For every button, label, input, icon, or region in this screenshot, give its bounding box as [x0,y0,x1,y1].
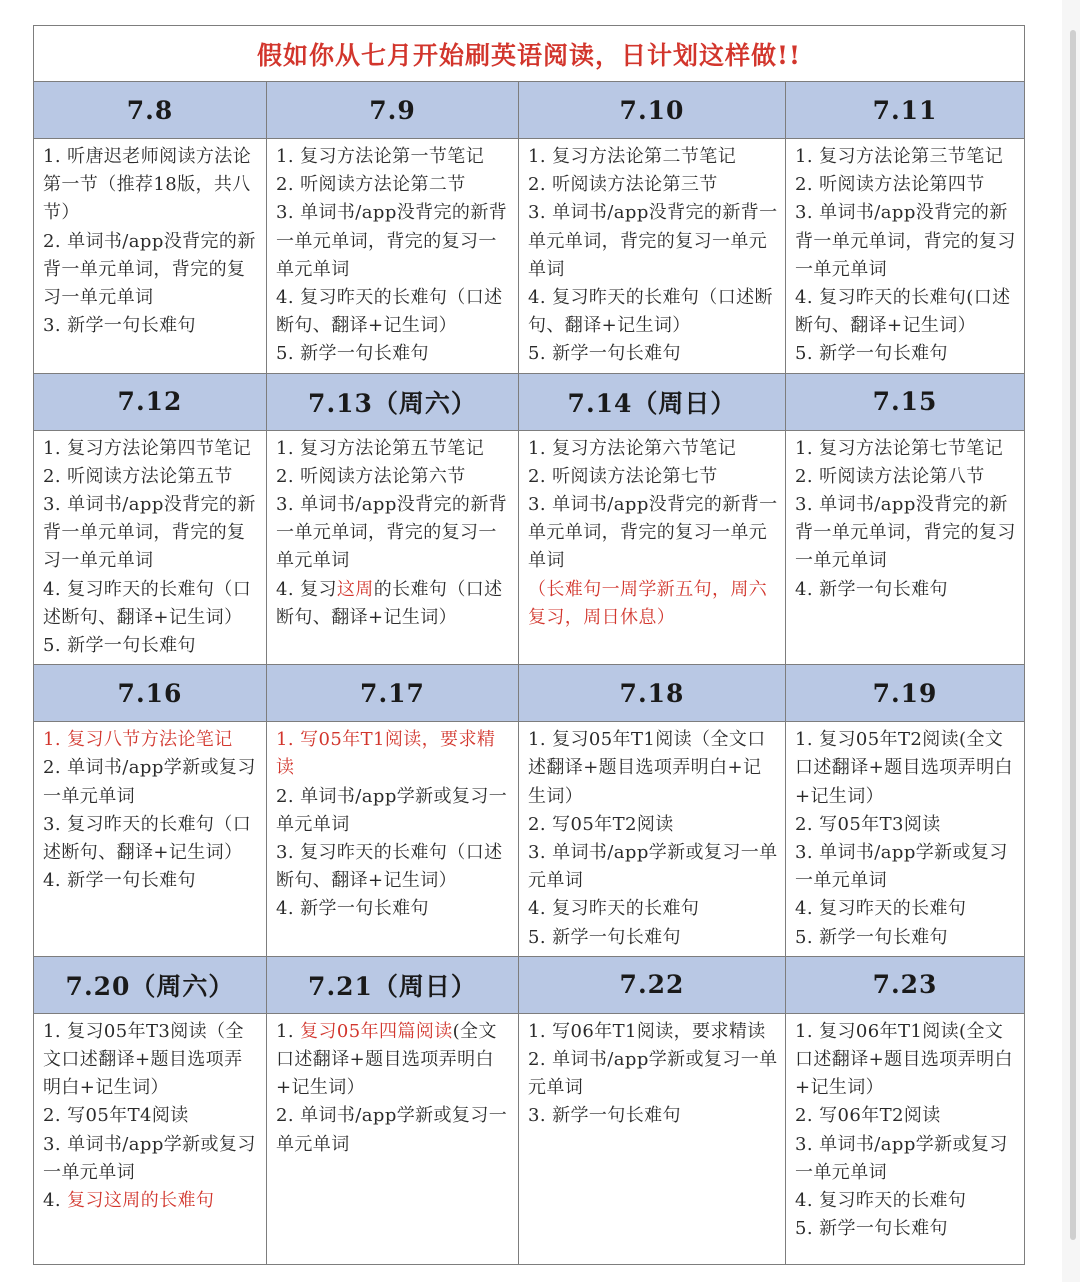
task-text: 3. 单词书/app没背完的新背一单元单词，背完的复习一单元单词 [528,494,778,572]
task-item [43,811,260,867]
day-date: 7.13（周六） [267,373,519,430]
task-item [43,726,260,754]
title-row [34,26,1025,82]
task-highlight-text: 复习这周的长难句 [67,1190,215,1212]
task-text: 3. 单词书/app没背完的新背一单元单词，背完的复习一单元单词 [795,202,1016,280]
task-text: 1. 复习方法论第二节笔记 [528,146,737,167]
task-text: 3. 新学一句长难句 [528,1105,681,1127]
task-item [528,924,779,952]
task-item [43,228,260,313]
task-item [528,340,779,368]
task-item [528,463,779,491]
day-date: 7.22 [519,956,786,1013]
task-text: 2. 单词书/app学新或复习一单元单词 [276,785,508,835]
task-text: 4. 复习昨天的长难句（口述断句、翻译+记生词） [43,578,252,628]
task-text: 3. 单词书/app没背完的新背一单元单词，背完的复习一单元单词 [528,202,778,280]
day-date: 7.15 [786,373,1025,430]
task-text: 1. 复习方法论第三节笔记 [795,146,1004,167]
task-text: 3. 复习昨天的长难句（口述断句、翻译+记生词） [276,842,503,892]
task-text: 4. [43,1190,68,1212]
task-item [43,1131,260,1187]
task-text: 5. 新学一句长难句 [795,926,948,948]
task-item [276,1018,512,1103]
task-text: 4. 复习昨天的长难句 [795,898,967,920]
task-item [528,199,779,284]
task-highlight-text: （长难句一周学新五句，周六复习，周日休息） [528,578,768,628]
task-text: 4. 新学一句长难句 [43,870,196,892]
task-item [43,143,260,228]
day-date: 7.19 [786,665,1025,722]
task-text: 3. 单词书/app没背完的新背一单元单词，背完的复习一单元单词 [795,494,1016,572]
task-text: 1. 复习方法论第七节笔记 [795,437,1004,459]
task-item [795,340,1018,368]
task-item [43,463,260,491]
task-item [276,576,512,632]
task-highlight-text: 1. 复习八节方法论笔记 [43,729,233,751]
day-date: 7.9 [267,82,519,139]
day-task-list [267,1013,519,1264]
task-text: 3. 新学一句长难句 [43,315,196,337]
task-highlight-text: 这周 [336,578,374,600]
task-text: 4. 新学一句长难句 [795,578,948,600]
task-text: 5. 新学一句长难句 [528,343,681,365]
task-text: 1. 复习方法论第五节笔记 [276,437,485,459]
study-plan-table [33,25,1025,1265]
day-task-list [34,430,267,665]
task-item [795,435,1018,463]
task-text: 4. 复习昨天的长难句（口述断句、翻译+记生词） [276,287,503,337]
task-text: 3. 单词书/app学新或复习一单元单词 [528,842,778,892]
day-date: 7.18 [519,665,786,722]
task-text: 2. 写05年T4阅读 [43,1105,189,1127]
task-text: 的长难句（口述断句、翻译+记生词） [276,578,503,628]
task-item [528,143,779,171]
task-text: 1. 复习05年T2阅读(全文口述翻译+题目选项弄明白+记生词） [795,729,1013,807]
day-task-list [786,430,1025,665]
day-task-list [267,430,519,665]
task-text: 2. 听阅读方法论第七节 [528,465,718,487]
task-text: 3. 单词书/app学新或复习一单元单词 [795,1133,1008,1183]
task-item [43,1187,260,1215]
task-item [795,143,1018,171]
task-item [528,171,779,199]
day-task-list [786,722,1025,957]
task-row [34,722,1025,957]
task-item [43,435,260,463]
task-item [528,726,779,811]
task-text: 5. 新学一句长难句 [795,343,948,365]
task-item [43,632,260,660]
task-text: 3. 单词书/app学新或复习一单元单词 [43,1133,256,1183]
task-text: 1. 复习方法论第一节笔记 [276,146,485,167]
task-item [795,726,1018,811]
task-item [795,1215,1018,1243]
task-item [276,340,512,368]
task-text: (全文口述翻译+题目选项弄明白+记生词） [276,1020,497,1099]
task-item [528,895,779,923]
task-text: 2. 听阅读方法论第二节 [276,174,466,196]
day-date: 7.20（周六） [34,956,267,1013]
task-text: 2. 写05年T2阅读 [528,813,674,835]
day-date: 7.17 [267,665,519,722]
date-header-row [34,665,1025,722]
task-item [276,895,512,923]
day-task-list [786,139,1025,374]
day-date: 7.16 [34,665,267,722]
task-text: 1. 复习05年T1阅读（全文口述翻译+题目选项弄明白+记生词） [528,729,766,807]
day-task-list [34,722,267,957]
task-text: 2. 写05年T3阅读 [795,813,941,835]
day-date: 7.14（周日） [519,373,786,430]
task-item [276,1102,512,1158]
task-item [795,284,1018,340]
task-text: 2. 听阅读方法论第八节 [795,465,985,487]
task-item [795,491,1018,576]
task-text: 2. 单词书/app学新或复习一单元单词 [276,1105,508,1155]
task-item [43,491,260,576]
task-item [795,171,1018,199]
task-item [528,839,779,895]
date-header-row [34,373,1025,430]
task-text: 5. 新学一句长难句 [276,343,429,365]
task-text: 2. 单词书/app学新或复习一单元单词 [528,1049,778,1099]
task-text: 2. 听阅读方法论第六节 [276,465,466,487]
task-row [34,139,1025,374]
day-date: 7.23 [786,956,1025,1013]
day-task-list [34,139,267,374]
task-text: 3. 单词书/app没背完的新背一单元单词，背完的复习一单元单词 [276,202,508,280]
task-item [528,1102,779,1130]
day-task-list [267,722,519,957]
task-text: 4. 复习 [276,578,337,600]
day-task-list [519,430,786,665]
task-text: 4. 复习昨天的长难句(口述断句、翻译+记生词） [795,287,1011,337]
task-text: 4. 复习昨天的长难句 [528,898,700,920]
task-item [528,1018,779,1046]
task-text: 1. 复习方法论第四节笔记 [43,437,252,459]
day-task-list [519,1013,786,1264]
task-text: 5. 新学一句长难句 [43,635,196,657]
task-text: 1. [276,1020,301,1042]
task-item [528,435,779,463]
day-date: 7.10 [519,82,786,139]
task-text: 3. 单词书/app没背完的新背一单元单词，背完的复习一单元单词 [276,494,508,572]
task-text: 3. 单词书/app学新或复习一单元单词 [795,842,1008,892]
task-item [43,576,260,632]
task-item [276,783,512,839]
task-text: 1. 写06年T1阅读，要求精读 [528,1020,766,1042]
task-item [528,811,779,839]
task-item [795,924,1018,952]
task-item [795,1018,1018,1103]
task-item [528,284,779,340]
day-task-list [34,1013,267,1264]
day-task-list [519,139,786,374]
task-item [276,839,512,895]
task-item [276,171,512,199]
date-header-row [34,82,1025,139]
task-text: 2. 单词书/app没背完的新背一单元单词，背完的复习一单元单词 [43,230,256,309]
task-item [43,312,260,340]
task-item [276,726,512,782]
scrollbar[interactable] [1070,30,1076,1240]
task-text: 5. 新学一句长难句 [795,1218,948,1240]
task-text: 3. 单词书/app没背完的新背一单元单词，背完的复习一单元单词 [43,494,256,572]
task-text: 1. 复习方法论第六节笔记 [528,437,737,459]
task-highlight-text: 1. 写05年T1阅读，要求精读 [276,729,496,779]
task-text: 1. 听唐迟老师阅读方法论第一节（推荐18版，共八节） [43,146,252,224]
day-task-list [519,722,786,957]
task-highlight-text: 复习05年四篇阅读 [300,1020,453,1042]
task-row [34,1013,1025,1264]
task-text: 5. 新学一句长难句 [528,926,681,948]
task-item [795,576,1018,604]
day-task-list [786,1013,1025,1264]
task-item [43,1018,260,1103]
day-date: 7.12 [34,373,267,430]
task-text: 2. 写06年T2阅读 [795,1105,941,1127]
task-item [276,491,512,576]
task-text: 2. 听阅读方法论第四节 [795,174,985,196]
task-item [795,1187,1018,1215]
task-item [795,199,1018,284]
day-date: 7.11 [786,82,1025,139]
task-row [34,430,1025,665]
date-header-row [34,956,1025,1013]
task-text: 4. 复习昨天的长难句 [795,1190,967,1212]
day-date: 7.8 [34,82,267,139]
task-item [276,435,512,463]
day-task-list [267,139,519,374]
task-text: 2. 听阅读方法论第五节 [43,465,233,487]
plan-title: 假如你从七月开始刷英语阅读，日计划这样做!! [34,26,1025,82]
day-date: 7.21（周日） [267,956,519,1013]
task-item [795,1102,1018,1130]
task-text: 1. 复习05年T3阅读（全文口述翻译+题目选项弄明白+记生词） [43,1020,244,1099]
task-item [276,143,512,171]
task-item [795,895,1018,923]
task-text: 1. 复习06年T1阅读(全文口述翻译+题目选项弄明白+记生词） [795,1020,1013,1099]
task-item [276,284,512,340]
task-item [795,811,1018,839]
task-item [795,839,1018,895]
task-text: 2. 单词书/app学新或复习一单元单词 [43,757,256,807]
task-item [276,463,512,491]
task-item [276,199,512,284]
task-text: 2. 听阅读方法论第三节 [528,174,718,196]
task-item [43,1102,260,1130]
task-item [528,576,779,632]
task-item [795,1131,1018,1187]
task-item [528,1046,779,1102]
task-text: 3. 复习昨天的长难句（口述断句、翻译+记生词） [43,813,252,864]
task-text: 4. 新学一句长难句 [276,898,429,920]
task-item [528,491,779,576]
task-item [43,754,260,810]
task-item [43,867,260,895]
task-item [795,463,1018,491]
task-text: 4. 复习昨天的长难句（口述断句、翻译+记生词） [528,287,773,337]
